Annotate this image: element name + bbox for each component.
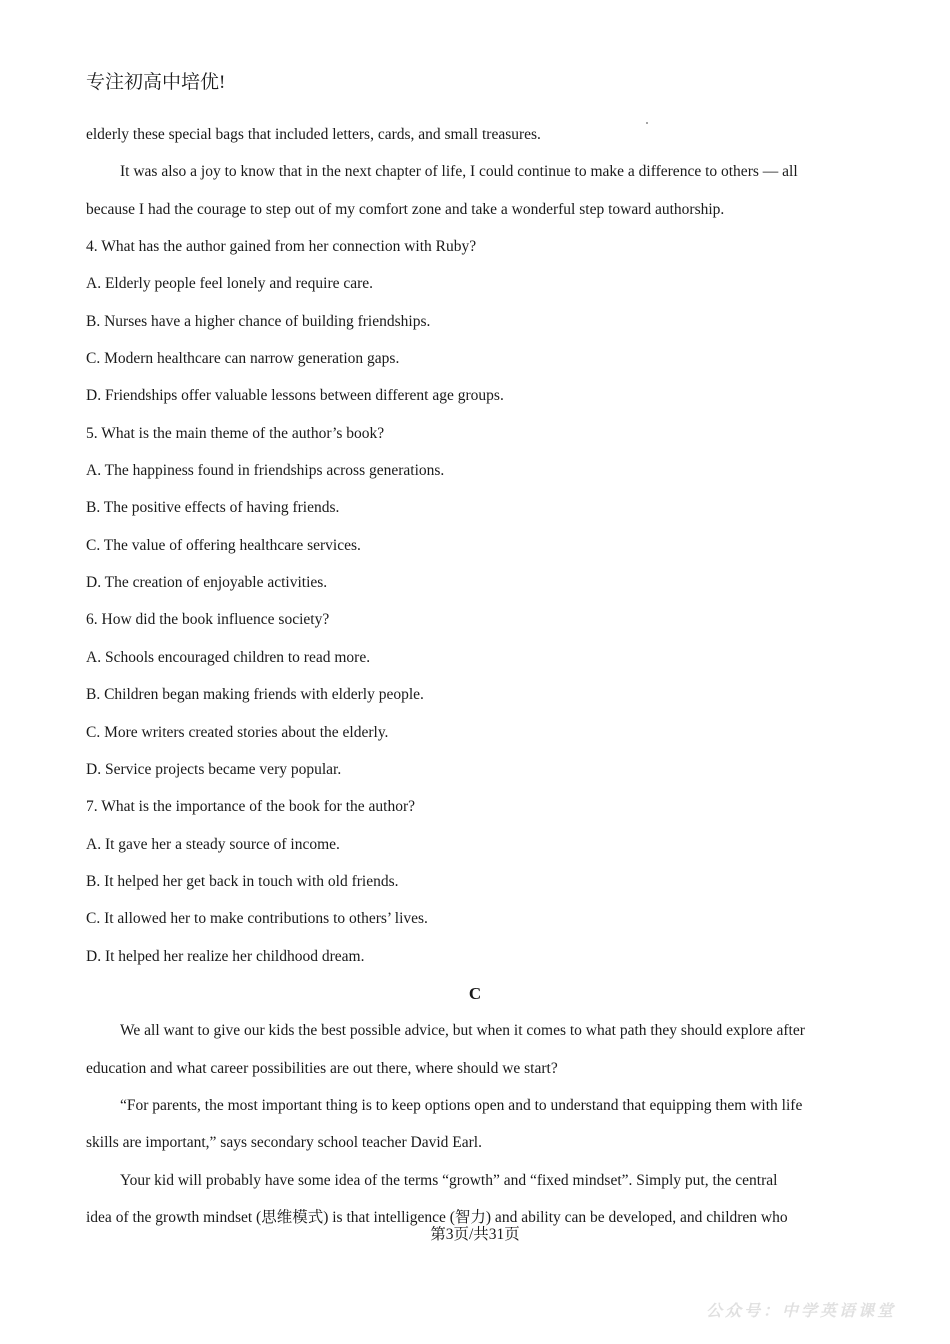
page-header: 专注初高中培优! [86, 72, 226, 93]
question-7-option-a: A. It gave her a steady source of income. [86, 835, 340, 853]
section-heading-c: C [468, 983, 482, 1003]
passage-line: “For parents, the most important thing is to keep options open and to understand that equipping them with life [120, 1096, 803, 1114]
question-5-option-d: D. The creation of enjoyable activities. [86, 574, 328, 592]
page-number: 第3页/共31页 [430, 1226, 520, 1243]
question-7-option-c: C. It allowed her to make contributions to others’ lives. [86, 910, 428, 928]
question-4-option-c: C. Modern healthcare can narrow generation gaps. [86, 350, 400, 368]
passage-line: idea of the growth mindset (思维模式) is that intelligence (智力) and ability can be developed, and children who [86, 1208, 788, 1226]
passage-line: education and what career possibilities are out there, where should we start? [86, 1059, 558, 1077]
question-4-option-d: D. Friendships offer valuable lessons between different age groups. [86, 387, 504, 405]
passage-line: Your kid will probably have some idea of the terms “growth” and “fixed mindset”. Simply put, the central [120, 1171, 778, 1189]
watermark: 公众号：中学英语课堂 [706, 1301, 897, 1320]
question-4-option-a: A. Elderly people feel lonely and require care. [86, 275, 374, 293]
question-4-stem: 4. What has the author gained from her connection with Ruby? [86, 238, 477, 256]
passage-line: elderly these special bags that included letters, cards, and small treasures. [86, 126, 541, 143]
passage-line: because I had the courage to step out of my comfort zone and take a wonderful step toward authorship. [86, 200, 725, 218]
question-5-stem: 5. What is the main theme of the author’s book? [86, 424, 385, 442]
question-4-option-b: B. Nurses have a higher chance of building friendships. [86, 312, 431, 330]
passage-line: It was also a joy to know that in the next chapter of life, I could continue to make a difference to others — all [120, 163, 798, 181]
passage-line: skills are important,” says secondary school teacher David Earl. [86, 1134, 482, 1152]
question-7-option-d: D. It helped her realize her childhood dream. [86, 947, 365, 965]
question-6-option-d: D. Service projects became very popular. [86, 760, 342, 778]
question-6-stem: 6. How did the book influence society? [86, 611, 330, 629]
question-7-stem: 7. What is the importance of the book for the author? [86, 798, 415, 816]
document-body [86, 116, 864, 1236]
question-6-option-a: A. Schools encouraged children to read more. [86, 648, 371, 666]
question-6-option-c: C. More writers created stories about the elderly. [86, 723, 389, 741]
question-7-option-b: B. It helped her get back in touch with old friends. [86, 872, 399, 890]
passage-line: We all want to give our kids the best possible advice, but when it comes to what path they should explore after [120, 1022, 805, 1040]
question-5-option-c: C. The value of offering healthcare services. [86, 536, 361, 554]
question-5-option-b: B. The positive effects of having friends. [86, 499, 340, 517]
question-6-option-b: B. Children began making friends with elderly people. [86, 686, 424, 704]
question-5-option-a: A. The happiness found in friendships across generations. [86, 462, 445, 480]
